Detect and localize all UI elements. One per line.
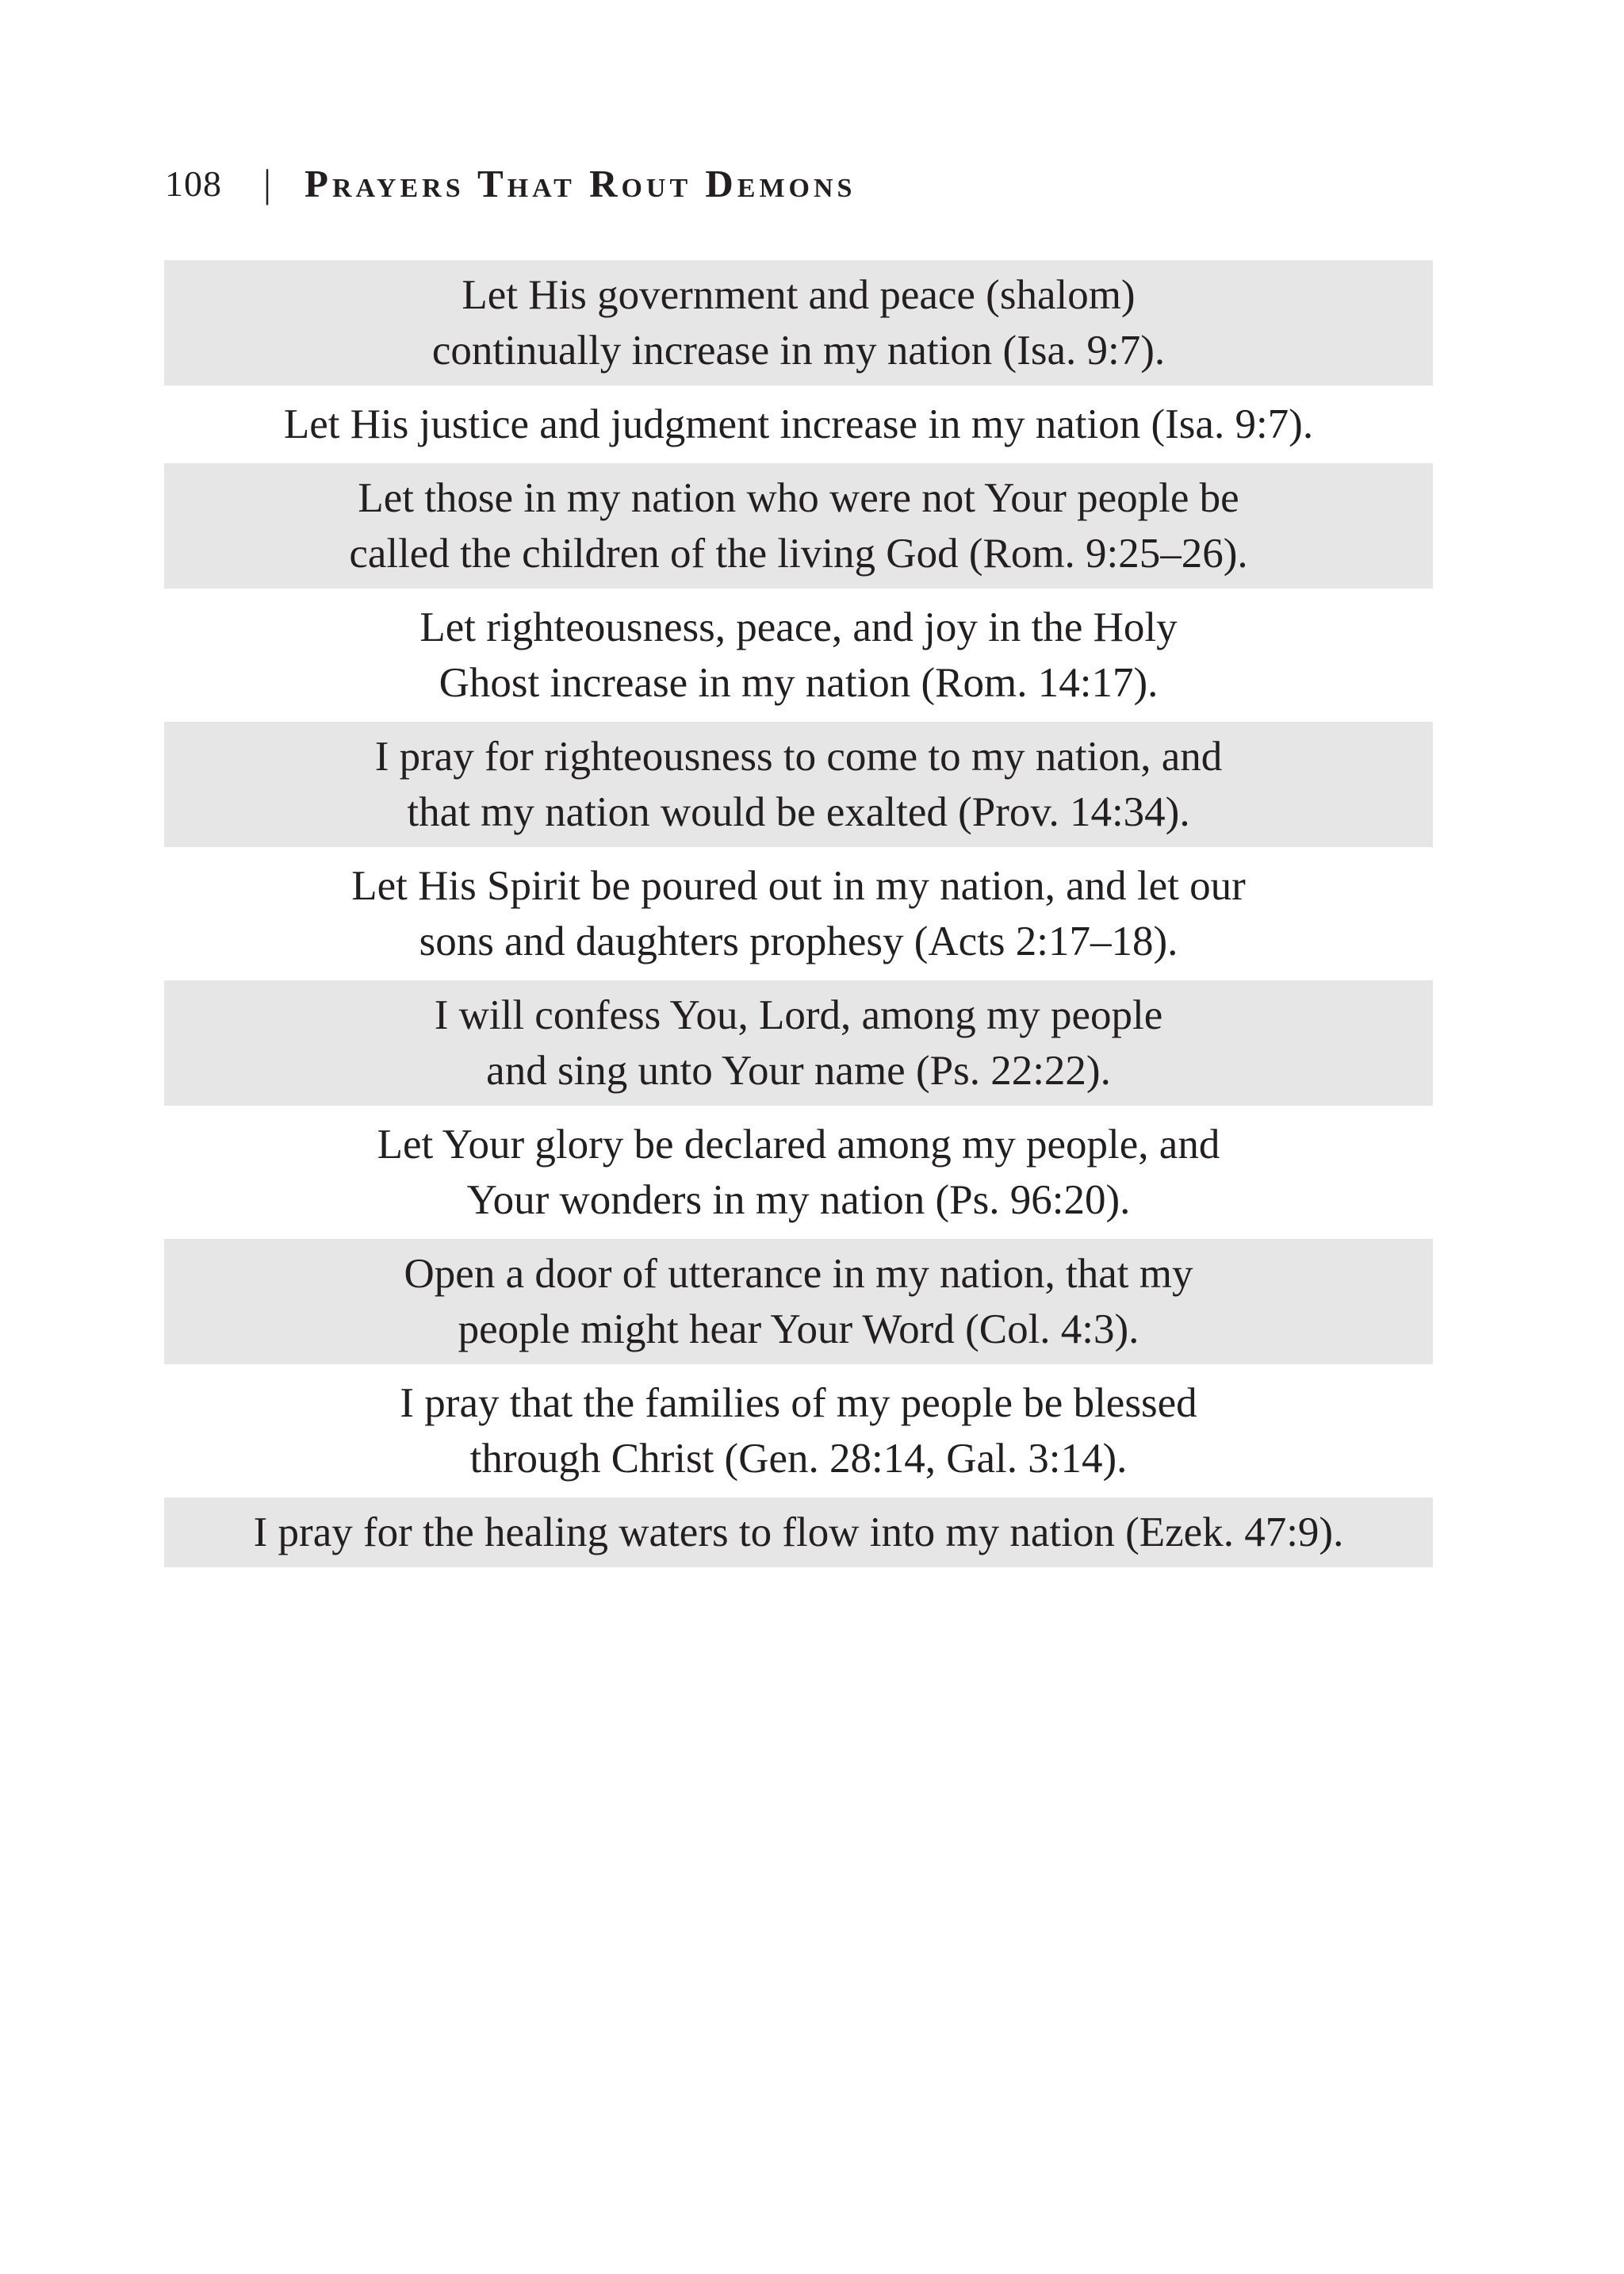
prayer-row — [164, 1239, 1433, 1364]
prayer-row — [164, 260, 1433, 385]
prayer-line: I will confess You, Lord, among my people — [434, 992, 1163, 1038]
running-head — [165, 155, 856, 211]
prayer-line: sons and daughters prophesy (Acts 2:17–18). — [419, 918, 1178, 964]
prayer-row — [164, 592, 1433, 718]
prayer-line: I pray for righteousness to come to my nation, and — [374, 734, 1223, 780]
prayer-row — [164, 1368, 1433, 1494]
prayer-line: Let Your glory be declared among my people, and — [377, 1122, 1220, 1168]
prayer-line: Let righteousness, peace, and joy in the Holy — [419, 604, 1178, 650]
prayer-line: that my nation would be exalted (Prov. 14:34). — [407, 789, 1190, 835]
prayer-line: continually increase in my nation (Isa. 9:7). — [431, 328, 1166, 374]
prayer-line: through Christ (Gen. 28:14, Gal. 3:14). — [469, 1436, 1128, 1482]
prayer-line: and sing unto Your name (Ps. 22:22). — [486, 1048, 1111, 1094]
prayer-line: Let His justice and judgment increase in my nation (Isa. 9:7). — [283, 401, 1314, 447]
prayer-line: Open a door of utterance in my nation, that my — [404, 1251, 1193, 1297]
prayer-row — [164, 1497, 1433, 1567]
prayer-line: Your wonders in my nation (Ps. 96:20). — [466, 1177, 1131, 1223]
book-title: Prayers That Rout Demons — [304, 161, 856, 205]
prayer-line: I pray that the families of my people be blessed — [400, 1380, 1197, 1426]
prayer-row — [164, 722, 1433, 847]
prayer-row — [164, 1110, 1433, 1235]
prayer-row — [164, 980, 1433, 1106]
prayer-row — [164, 389, 1433, 459]
page-number: 108 — [165, 163, 222, 204]
prayer-line: Ghost increase in my nation (Rom. 14:17). — [439, 660, 1159, 706]
prayer-list — [164, 260, 1433, 1571]
prayer-row — [164, 463, 1433, 589]
prayer-line: called the children of the living God (Rom. 9:25–26). — [349, 531, 1248, 577]
prayer-line: Let those in my nation who were not Your people be — [358, 475, 1239, 521]
prayer-line: people might hear Your Word (Col. 4:3). — [458, 1306, 1139, 1352]
prayer-line: I pray for the healing waters to flow into my nation (Ezek. 47:9). — [253, 1509, 1344, 1555]
prayer-row — [164, 851, 1433, 976]
prayer-line: Let His Spirit be poured out in my nation, and let our — [351, 863, 1246, 909]
header-separator: | — [263, 161, 272, 205]
prayer-line: Let His government and peace (shalom) — [462, 272, 1136, 318]
